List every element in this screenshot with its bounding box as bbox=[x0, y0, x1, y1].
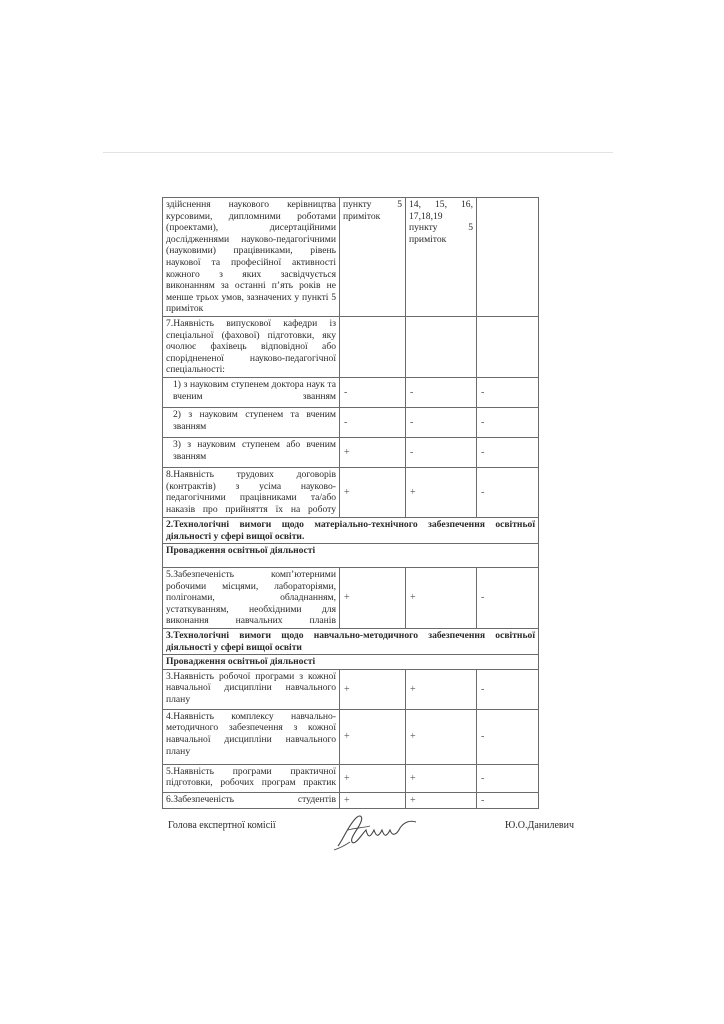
subsection-row bbox=[163, 544, 539, 568]
row-mark-1: + bbox=[340, 709, 406, 764]
table-row bbox=[163, 764, 539, 792]
table-row bbox=[163, 669, 539, 709]
row-mark-3: - bbox=[477, 407, 539, 437]
row-mark-1: + bbox=[340, 764, 406, 792]
row-description: 4.Наявність комплексу навчально-методичного забезпечення з кожної навчальної дисципліни навчального плану bbox=[163, 709, 340, 764]
row-mark-3: - bbox=[477, 437, 539, 467]
row-mark-1: - bbox=[340, 377, 406, 407]
row-description: 6.Забезпеченість студентів bbox=[163, 792, 340, 808]
section-heading-row bbox=[163, 629, 539, 655]
row-mark-3 bbox=[477, 198, 539, 317]
row-mark-1: + bbox=[340, 437, 406, 467]
table-row bbox=[163, 198, 539, 317]
row-description: 2) з науковим ступенем та вченим званням bbox=[163, 407, 340, 437]
row-mark-2: + bbox=[406, 669, 477, 709]
row-mark-3: - bbox=[477, 467, 539, 517]
row-mark-2: + bbox=[406, 467, 477, 517]
row-mark-2: + bbox=[406, 792, 477, 808]
row-mark-3: - bbox=[477, 709, 539, 764]
subsection-heading: Провадження освітньої діяльності bbox=[163, 544, 539, 568]
table-row bbox=[163, 377, 539, 407]
row-description: 7.Наявність випускової кафедри із спеціальної (фахової) підготовки, яку очолює фахівець відповідної або споріднененої науково-педагогічної спеціальності: bbox=[163, 316, 340, 377]
row-mark-1: - bbox=[340, 407, 406, 437]
row-description: 5.Забезпеченість комп’ютерними робочими місцями, лабораторіями, полігонами, обладнанням, устаткуванням, необхідними для виконання навчальних планів bbox=[163, 568, 340, 629]
commission-head-name: Ю.О.Данилевич bbox=[505, 820, 574, 831]
section-heading: 2.Технологічні вимоги щодо матеріально-технічного забезпечення освітньої діяльності у сфері вищої освіти. bbox=[163, 517, 539, 543]
row-mark-2: + bbox=[406, 568, 477, 629]
row-mark-2: 14, 15, 16, 17,18,19 пункту 5 приміток bbox=[406, 198, 477, 317]
row-mark-1: + bbox=[340, 669, 406, 709]
row-description: здійснення наукового керівництва курсовими, дипломними роботами (проектами), дисертаційними дослідженнями науково-педагогічними (науковими) працівниками, рівень наукової та професійної активності кожного з яких засвідчується виконанням за останні п’ять років не менше трьох умов, зазначених у пункті 5 приміток bbox=[163, 198, 340, 317]
row-description: 8.Наявність трудових договорів (контрактів) з усіма науково-педагогічними працівниками та/або наказів про прийняття їх на роботу bbox=[163, 467, 340, 517]
row-mark-2: - bbox=[406, 407, 477, 437]
row-description: 3.Наявність робочої програми з кожної навчальної дисципліни навчального плану bbox=[163, 669, 340, 709]
row-mark-3: - bbox=[477, 377, 539, 407]
row-mark-2: - bbox=[406, 377, 477, 407]
row-mark-1: пункту 5 приміток bbox=[340, 198, 406, 317]
table-row bbox=[163, 568, 539, 629]
row-mark-3: - bbox=[477, 568, 539, 629]
subsection-heading: Провадження освітньої діяльності bbox=[163, 655, 539, 670]
handwritten-signature bbox=[330, 808, 425, 853]
table-row bbox=[163, 709, 539, 764]
section-heading-row bbox=[163, 517, 539, 543]
table-row bbox=[163, 407, 539, 437]
subsection-row bbox=[163, 655, 539, 670]
requirements-table bbox=[162, 197, 539, 809]
row-mark-1: + bbox=[340, 568, 406, 629]
scan-edge-line bbox=[103, 152, 613, 153]
row-mark-1: + bbox=[340, 467, 406, 517]
section-heading: 3.Технологічні вимоги щодо навчально-методичного забезпечення освітньої діяльності у сфері вищої освіти bbox=[163, 629, 539, 655]
table-row bbox=[163, 437, 539, 467]
commission-head-label: Голова експертної комісії bbox=[168, 820, 276, 831]
row-mark-2: - bbox=[406, 437, 477, 467]
row-mark-3: - bbox=[477, 792, 539, 808]
table-row bbox=[163, 792, 539, 808]
row-description: 3) з науковим ступенем або вченим званням bbox=[163, 437, 340, 467]
row-description: 1) з науковим ступенем доктора наук та вченим званням bbox=[163, 377, 340, 407]
row-mark-2: + bbox=[406, 709, 477, 764]
row-mark-2: + bbox=[406, 764, 477, 792]
row-description: 5.Наявність програми практичної підготовки, робочих програм практик bbox=[163, 764, 340, 792]
table-row bbox=[163, 316, 539, 377]
row-mark-3: - bbox=[477, 669, 539, 709]
row-mark-3: - bbox=[477, 764, 539, 792]
table-row bbox=[163, 467, 539, 517]
row-mark-1: + bbox=[340, 792, 406, 808]
